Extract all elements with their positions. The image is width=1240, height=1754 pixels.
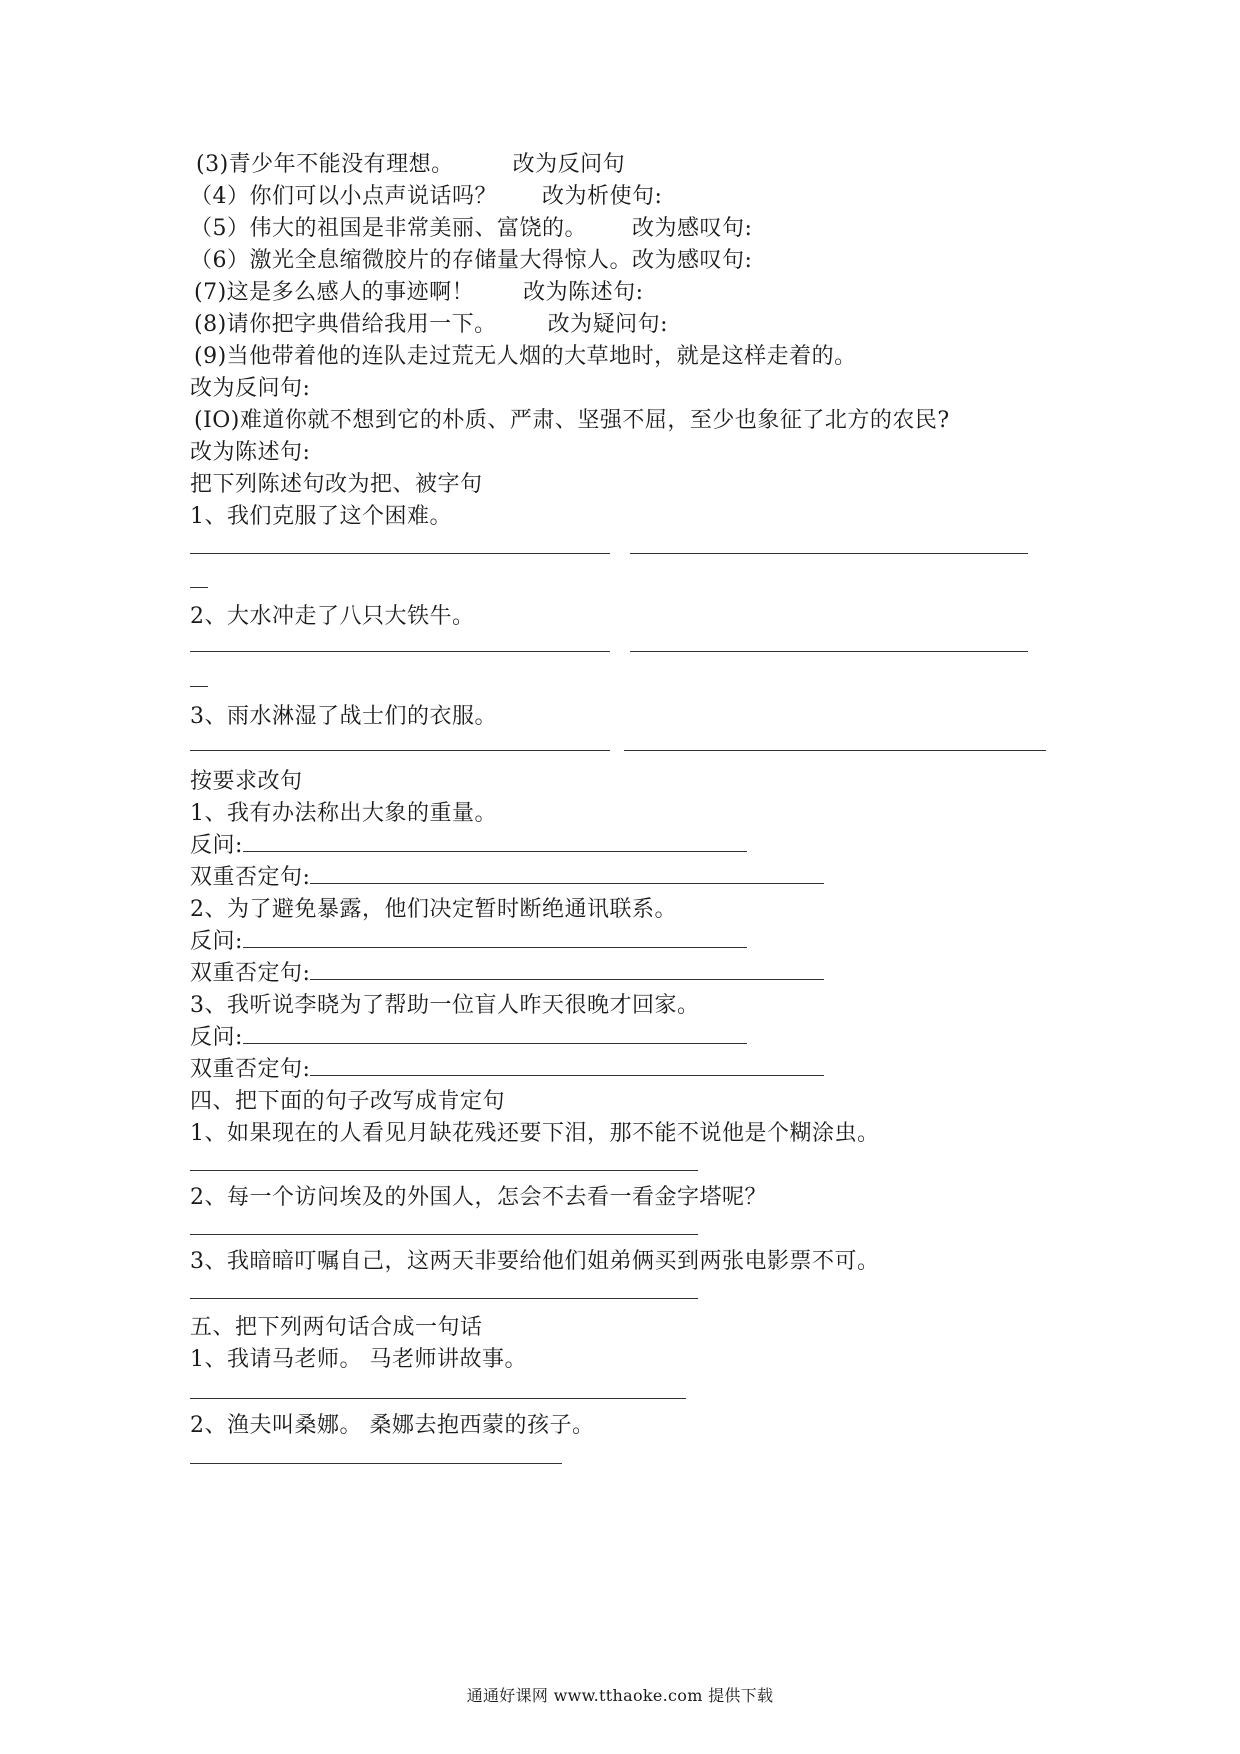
answer-line[interactable] [190,1234,698,1235]
item-9 [194,342,857,372]
rhetorical-row [190,1023,747,1053]
rhetorical-label: 反问: [190,833,243,858]
double-negative-label: 双重否定句: [190,865,311,890]
ba-bei-item-1: 1、我们克服了这个困难。 [190,504,452,529]
double-negative-label: 双重否定句: [190,1057,311,1082]
answer-line[interactable] [190,1463,562,1464]
section-five-item-1: 1、我请马老师。 马老师讲故事。 [190,1347,527,1372]
rhetorical-row [190,831,747,861]
answer-line[interactable] [310,865,824,884]
item-8-task: 改为疑问句: [547,312,669,337]
rhetorical-label: 反问: [190,1025,243,1050]
item-8 [194,310,668,340]
item-5-text: （5）伟大的祖国是非常美丽、富饶的。 [190,216,587,241]
item-7 [194,278,644,308]
section-four-item-2: 2、每一个访问埃及的外国人，怎会不去看一看金字塔呢？ [190,1185,767,1210]
item-5 [190,214,752,244]
double-negative-row [190,959,824,989]
double-negative-label: 双重否定句: [190,961,311,986]
answer-line[interactable] [190,651,610,652]
item-6 [190,246,752,276]
ba-bei-item-3: 3、雨水淋湿了战士们的衣服。 [190,704,497,729]
item-10-task: 改为陈述句: [190,440,311,465]
answer-line[interactable] [190,1398,686,1399]
double-negative-row [190,863,824,893]
answer-line[interactable] [243,1025,747,1044]
section-five-heading: 五、把下列两句话合成一句话 [190,1315,483,1340]
item-4 [190,182,662,212]
answer-line[interactable] [624,750,1046,751]
rhetorical-label: 反问: [190,929,243,954]
answer-line-continuation [190,686,208,687]
double-negative-row [190,1055,824,1085]
item-9-task: 改为反问句: [190,376,311,401]
answer-line-continuation [190,587,208,588]
answer-line[interactable] [310,961,824,980]
answer-line[interactable] [190,553,610,554]
answer-line[interactable] [243,833,747,852]
item-4-task: 改为析使句: [542,184,663,209]
item-3 [196,150,625,180]
item-6-text: （6）激光全息缩微胶片的存储量大得惊人。改为感叹句: [190,248,753,273]
ba-bei-heading: 把下列陈述句改为把、被字句 [190,472,483,497]
item-5-task: 改为感叹句: [632,216,753,241]
answer-line[interactable] [190,1170,698,1171]
answer-line[interactable] [630,651,1028,652]
item-4-text: （4）你们可以小点声说话吗？ [190,184,497,209]
item-3-text: (3)青少年不能没有理想。 [196,152,454,177]
item-3-task: 改为反问句 [512,152,626,177]
section-four-heading: 四、把下面的句子改写成肯定句 [190,1089,506,1114]
requirements-item-3: 3、我听说李晓为了帮助一位盲人昨天很晚才回家。 [190,993,700,1018]
answer-line[interactable] [243,929,747,948]
requirements-item-2: 2、为了避免暴露，他们决定暂时断绝通讯联系。 [190,897,677,922]
item-7-task: 改为陈述句: [523,280,644,305]
item-8-text: (8)请你把字典借给我用一下。 [194,312,497,337]
requirements-heading: 按要求改句 [190,769,303,794]
section-four-item-3: 3、我暗暗叮嘱自己，这两天非要给他们姐弟俩买到两张电影票不可。 [190,1249,880,1274]
rhetorical-row [190,927,747,957]
requirements-item-1: 1、我有办法称出大象的重量。 [190,801,497,826]
item-10-text: (IO)难道你就不想到它的朴质、严肃、坚强不屈，至少也象征了北方的农民? [194,408,950,433]
answer-line[interactable] [630,553,1028,554]
item-7-text: (7)这是多么感人的事迹啊！ [194,280,475,305]
footer-credit: 通通好课网 www.tthaoke.com 提供下载 [466,1686,774,1705]
section-four-item-1: 1、如果现在的人看见月缺花残还要下泪，那不能不说他是个糊涂虫。 [190,1121,880,1146]
item-9-text: (9)当他带着他的连队走过荒无人烟的大草地时，就是这样走着的。 [194,344,857,369]
answer-line[interactable] [190,750,610,751]
answer-line[interactable] [310,1057,824,1076]
section-five-item-2: 2、渔夫叫桑娜。 桑娜去抱西蒙的孩子。 [190,1413,595,1438]
ba-bei-item-2: 2、大水冲走了八只大铁牛。 [190,604,475,629]
answer-line[interactable] [190,1298,698,1299]
